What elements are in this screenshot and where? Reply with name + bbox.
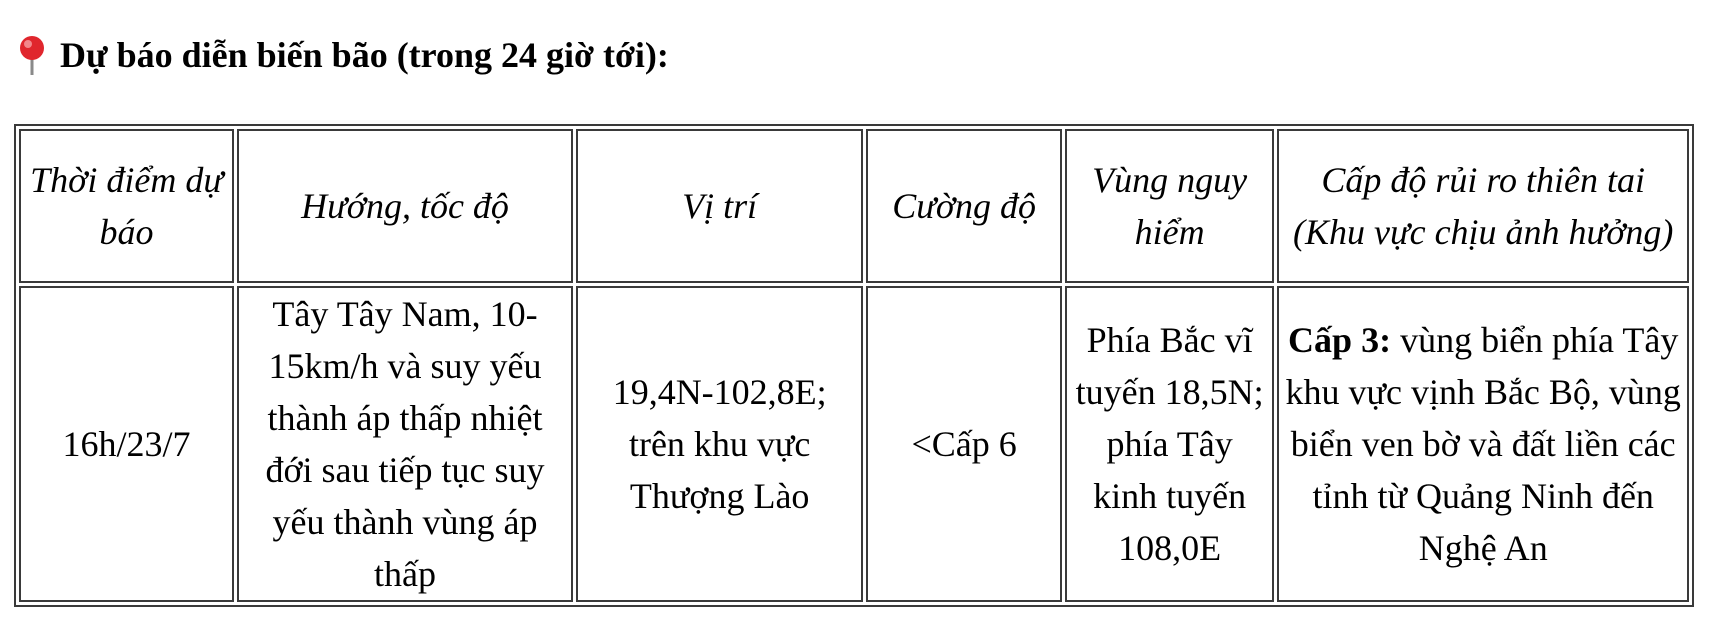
cell-position: 19,4N-102,8E; trên khu vực Thượng Lào bbox=[576, 286, 864, 602]
cell-danger-zone: Phía Bắc vĩ tuyến 18,5N; phía Tây kinh tuyến 108,0E bbox=[1065, 286, 1275, 602]
section-heading bbox=[18, 30, 669, 80]
table-row bbox=[19, 286, 1689, 602]
cell-risk-level bbox=[1277, 286, 1689, 602]
header-forecast-time: Thời điểm dự báo bbox=[19, 129, 234, 283]
risk-level-label: Cấp 3: bbox=[1288, 320, 1392, 360]
cell-forecast-time: 16h/23/7 bbox=[19, 286, 234, 602]
heading-text: Dự báo diễn biến bão (trong 24 giờ tới): bbox=[60, 35, 669, 75]
table-header-row bbox=[19, 129, 1689, 283]
header-intensity: Cường độ bbox=[866, 129, 1061, 283]
risk-level-text: vùng biển phía Tây khu vực vịnh Bắc Bộ, vùng biển ven bờ và đất liền các tỉnh từ Quảng Ninh đến Nghệ An bbox=[1285, 320, 1681, 568]
header-direction-speed: Hướng, tốc độ bbox=[237, 129, 573, 283]
cell-direction-speed: Tây Tây Nam, 10-15km/h và suy yếu thành áp thấp nhiệt đới sau tiếp tục suy yếu thành vùng áp thấp bbox=[237, 286, 573, 602]
cell-intensity: <Cấp 6 bbox=[866, 286, 1061, 602]
header-danger-zone: Vùng nguy hiểm bbox=[1065, 129, 1275, 283]
header-position: Vị trí bbox=[576, 129, 864, 283]
pushpin-icon bbox=[18, 35, 46, 75]
storm-forecast-table bbox=[14, 124, 1694, 607]
header-risk-level: Cấp độ rủi ro thiên tai (Khu vực chịu ảnh hưởng) bbox=[1277, 129, 1689, 283]
